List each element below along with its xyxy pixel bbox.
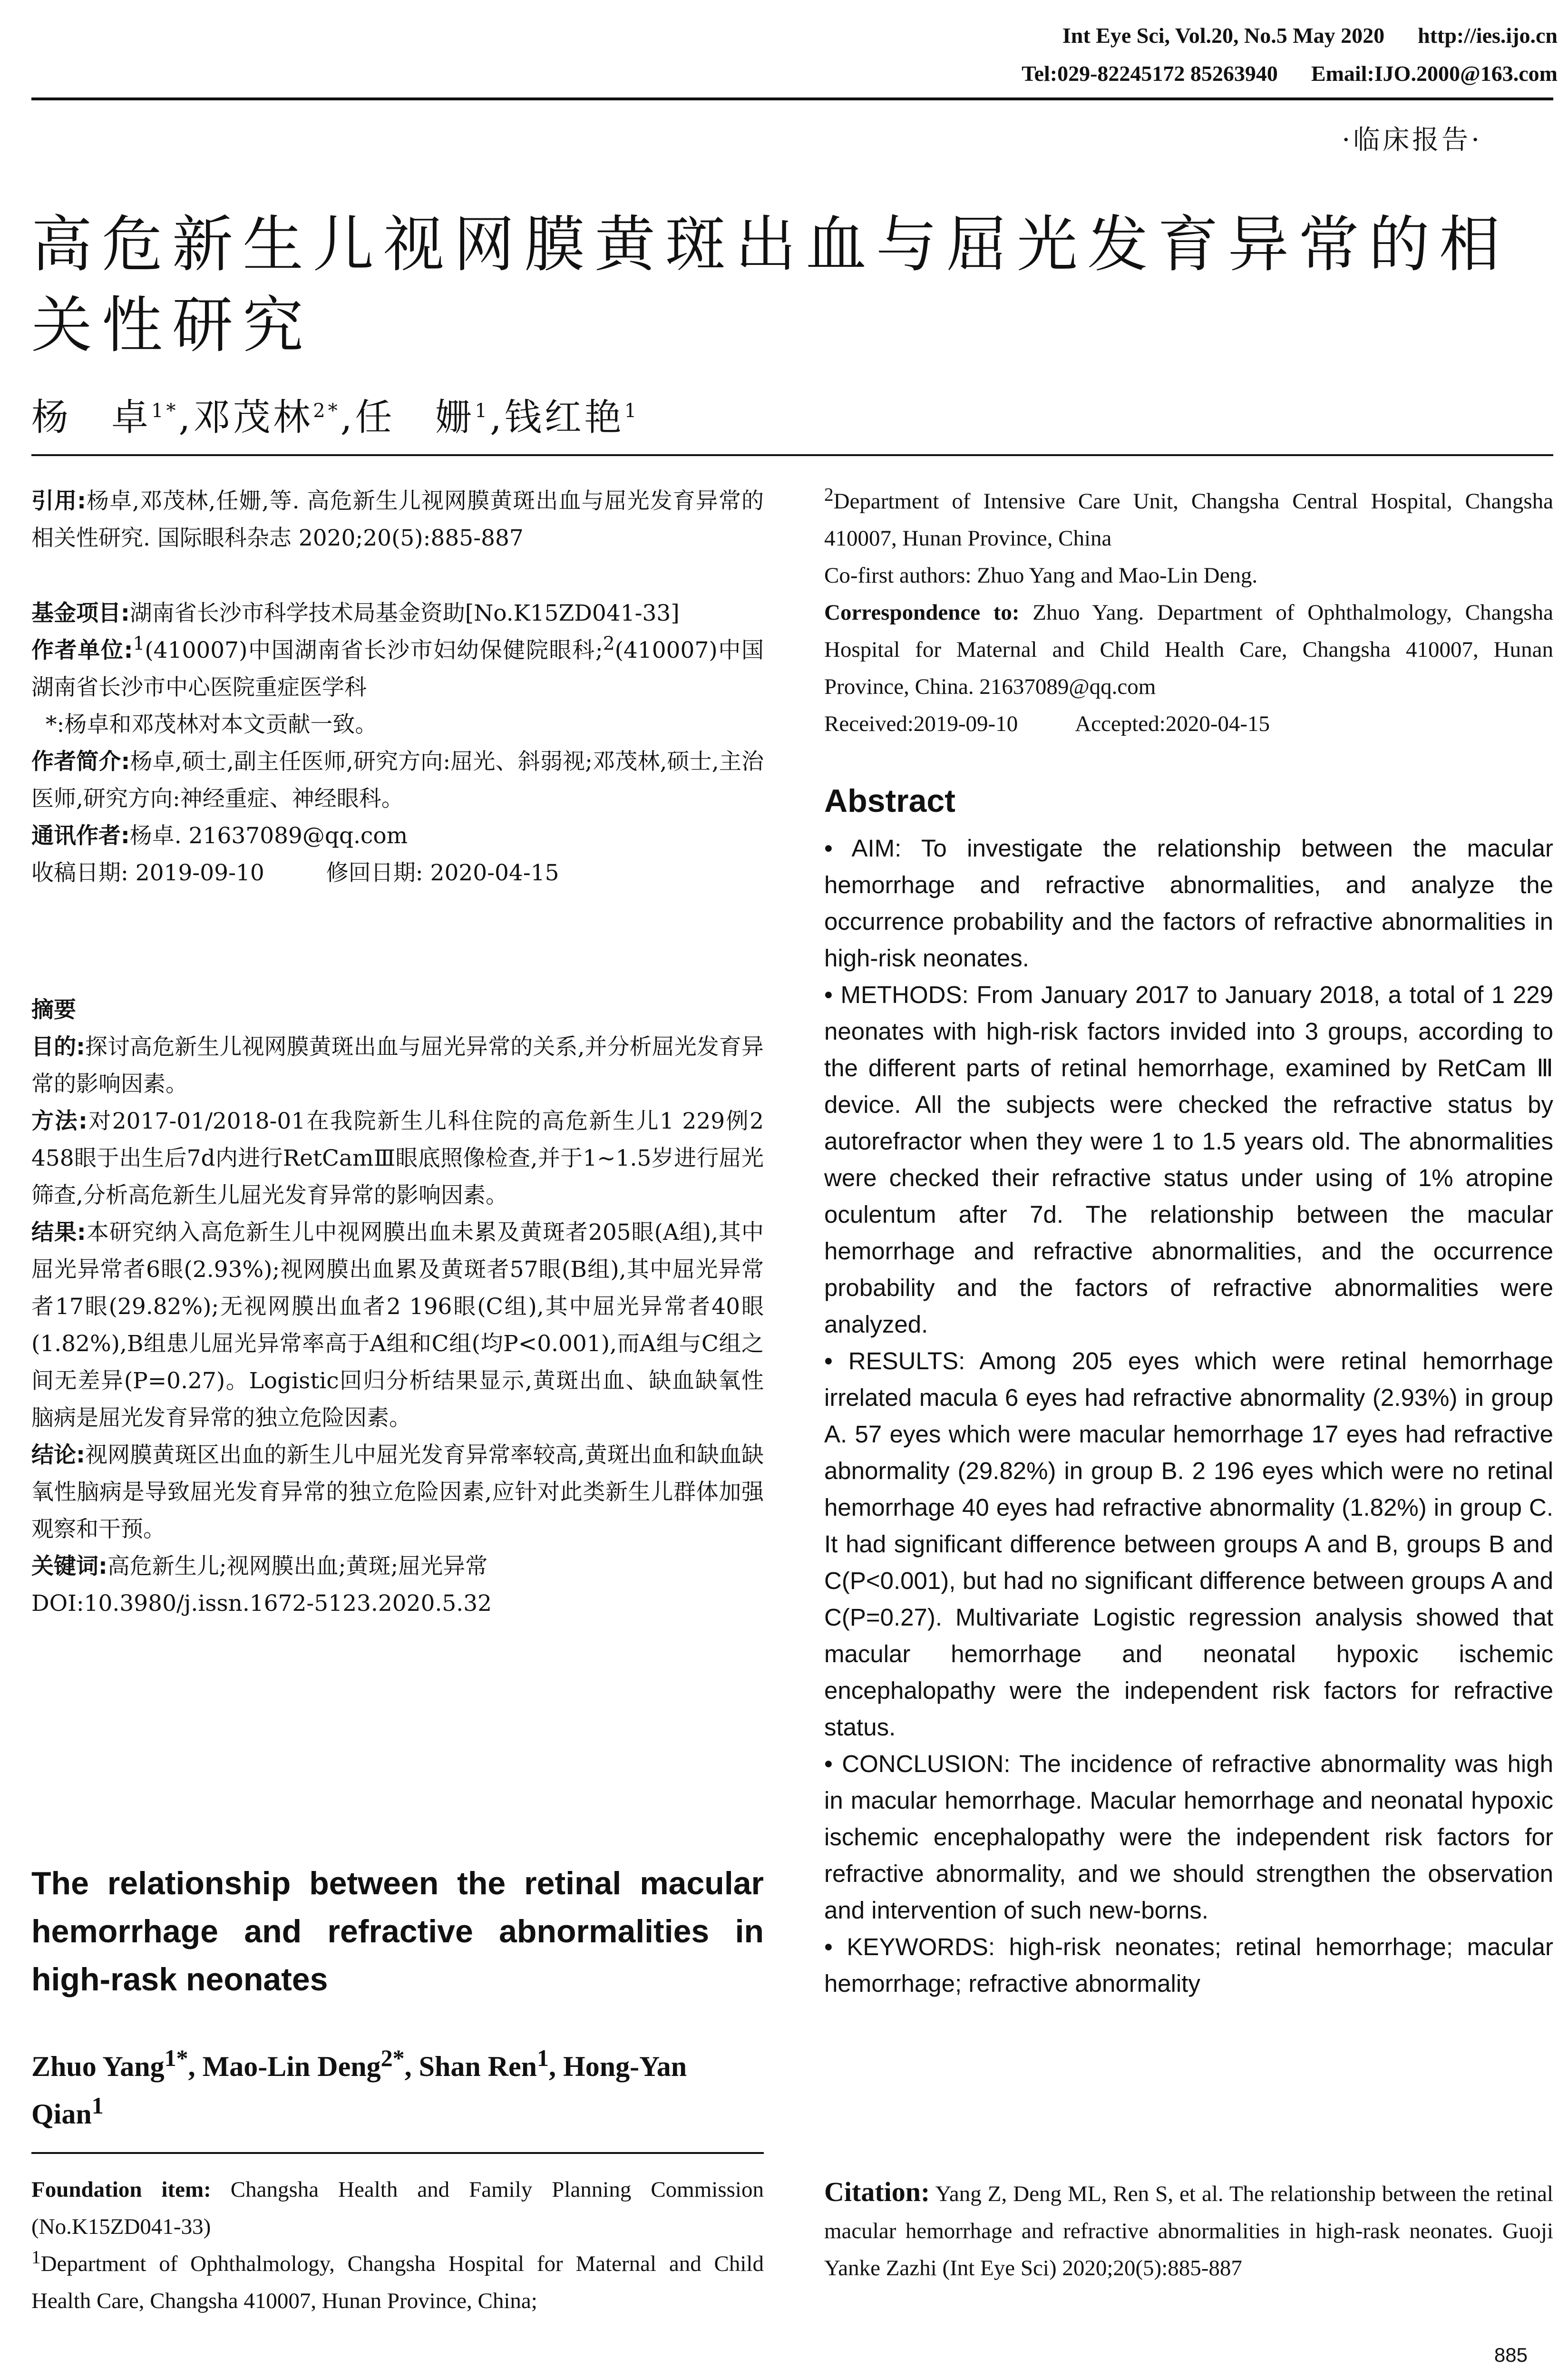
citation-en-label: Citation: — [824, 2176, 930, 2207]
correspondence-text: Zhuo Yang. Department of Ophthalmology, Changsha Hospital for Maternal and Child Health Care, Changsha 410007, Hunan Province, China. 21637089@qq.com — [824, 600, 1553, 699]
cofirst-authors: Co-first authors: Zhuo Yang and Mao-Lin Deng. — [824, 563, 1258, 588]
foundation-en-text: Changsha Health and Family Planning Commission (No.K15ZD041-33) — [31, 2177, 764, 2239]
journal-tel: Tel:029-82245172 85263940 — [1022, 61, 1278, 86]
keywords-cn — [31, 1548, 764, 1585]
aim-cn-text: 探讨高危新生儿视网膜黄斑出血与屈光异常的关系,并分析屈光发育异常的影响因素。 — [31, 1034, 764, 1097]
aim-cn-label: 目的: — [31, 1034, 85, 1060]
dept2-en — [824, 483, 1553, 557]
dates-cn — [31, 855, 764, 892]
aim-en: • AIM: To investigate the relationship between the macular hemorrhage and refractive abnormalities, and analyze the occurrence probability and the factors of refractive abnormalities in high-risk neonates. — [824, 835, 1553, 972]
author-3-affil: 1 — [475, 400, 490, 422]
abstract-en — [824, 830, 1553, 2002]
author-4: ,钱红艳 — [489, 396, 624, 439]
unit-cn — [31, 632, 764, 706]
citation-cn — [31, 483, 764, 557]
correspondence-label: Correspondence to: — [824, 600, 1020, 625]
conclusion-cn-label: 结论: — [31, 1442, 85, 1468]
title-rule — [31, 454, 1553, 456]
header-rule — [31, 97, 1553, 100]
dept1-en — [31, 2245, 764, 2319]
conclusion-cn — [31, 1437, 764, 1548]
footnote-left — [31, 2171, 764, 2319]
unit-note: *:杨卓和邓茂林对本文贡献一致。 — [46, 711, 378, 738]
page-number: 885 — [1494, 2344, 1528, 2366]
received-cn: 收稿日期: 2019-09-10 — [31, 860, 264, 886]
results-cn — [31, 1214, 764, 1437]
author-en-1-affil: 1* — [164, 2045, 188, 2071]
doi[interactable]: DOI:10.3980/j.issn.1672-5123.2020.5.32 — [31, 1590, 492, 1617]
accepted-en: Accepted:2020-04-15 — [1075, 711, 1270, 736]
footnote-rule — [31, 2152, 764, 2154]
results-cn-label: 结果: — [31, 1219, 86, 1246]
dept1-text: Department of Ophthalmology, Changsha Hospital for Maternal and Child Health Care, Changsha 410007, Hunan Province, China; — [31, 2251, 764, 2313]
page-title: 高危新生儿视网膜黄斑出血与屈光发育异常的相关性研究 — [31, 209, 1510, 361]
unit2-sup: 2 — [603, 633, 615, 655]
methods-cn — [31, 1103, 764, 1214]
bio-cn-text: 杨卓,硕士,副主任医师,研究方向:屈光、斜弱视;邓茂林,硕士,主治医师,研究方向:神经重症、神经眼科。 — [31, 749, 764, 812]
author-en-2-affil: 2* — [380, 2045, 405, 2071]
bio-cn — [31, 743, 764, 818]
author-1: 杨 卓 — [31, 396, 152, 439]
author-2: ,邓茂林 — [178, 396, 313, 439]
corr-cn-label: 通讯作者: — [31, 823, 130, 849]
citation-en-text: Yang Z, Deng ML, Ren S, et al. The relationship between the retinal macular hemorrhage and refractive abnormalities in high-rask neonates. Guoji Yanke Zazhi (Int Eye Sci) 2020;20(5):885-887 — [824, 2182, 1553, 2280]
methods-cn-text: 对2017-01/2018-01在我院新生儿科住院的高危新生儿1 229例2 458眼于出生后7d内进行RetCamⅢ眼底照像检查,并于1~1.5岁进行屈光筛查,分析高危新生儿屈光发育异常的影响因素。 — [31, 1108, 764, 1208]
revised-cn: 修回日期: 2020-04-15 — [326, 860, 559, 886]
bio-cn-label: 作者简介: — [31, 749, 130, 775]
keywords-cn-label: 关键词: — [31, 1553, 107, 1579]
corr-cn — [31, 818, 764, 855]
fund-cn-text: 湖南省长沙市科学技术局基金资助[No.K15ZD041-33] — [129, 600, 680, 626]
contact-header — [988, 57, 1558, 90]
section-label: ·临床报告· — [1342, 125, 1482, 156]
citation-cn-text: 杨卓,邓茂林,任姗,等. 高危新生儿视网膜黄斑出血与屈光发育异常的相关性研究. 国际眼科杂志 2020;20(5):885-887 — [31, 488, 764, 551]
journal-url[interactable]: http://ies.ijo.cn — [1418, 23, 1558, 48]
results-en: • RESULTS: Among 205 eyes which were retinal hemorrhage irrelated macula 6 eyes had refractive abnormality (2.93%) in group A. 57 eyes which were macular hemorrhage 17 eyes had refractive abnormality (29.82%) in group B. 2 196 eyes which were no retinal hemorrhage 40 eyes had refractive abnormality (1.82%) in group C. It had significant difference between groups A and B, groups B and C(P<0.001), but had no significant difference between groups A and C(P=0.27). Multivariate Logistic regression analysis showed that macular hemorrhage and neonatal hypoxic ischemic encephalopathy were the independent risk factors for refractive status. — [824, 1347, 1553, 1741]
journal-email[interactable]: Email:IJO.2000@163.com — [1311, 61, 1558, 86]
dept2-text: Department of Intensive Care Unit, Changsha Central Hospital, Changsha 410007, Hunan Province, China — [824, 489, 1553, 551]
dept2-sup: 2 — [824, 484, 834, 505]
journal-header — [1029, 19, 1558, 52]
methods-en: • METHODS: From January 2017 to January 2018, a total of 1 229 neonates with high-risk factors invided into 3 groups, according to the different parts of retinal hemorrhage, examined by RetCam Ⅲ device. All the subjects were checked the refractive status by autorefractor when they were 1 to 1.5 years old. The abnormalities were checked their refractive status under using of 1% atropine oculentum after 7d. The relationship between the macular hemorrhage and refractive abnormalities, and the occurrence probability and the factors of refractive abnormalities were analyzed. — [824, 981, 1553, 1338]
fund-cn — [31, 595, 764, 632]
dates-en — [824, 705, 1553, 742]
author-en-3: , Shan Ren — [404, 2051, 537, 2082]
correspondence-en — [824, 594, 1553, 705]
aim-cn — [31, 1029, 764, 1103]
methods-cn-label: 方法: — [31, 1108, 88, 1134]
right-meta-block — [824, 483, 1553, 742]
unit-cn-label: 作者单位: — [31, 637, 133, 663]
unit1-sup: 1 — [133, 633, 145, 655]
citation-en — [824, 2173, 1553, 2287]
corr-cn-text: 杨卓. 21637089@qq.com — [129, 823, 408, 849]
author-1-affil: 1* — [151, 400, 179, 422]
english-title: The relationship between the retinal macular hemorrhage and refractive abnormalities in high-rask neonates — [31, 1865, 764, 1997]
journal-info: Int Eye Sci, Vol.20, No.5 May 2020 — [1062, 23, 1385, 48]
unit1-text: (410007)中国湖南省长沙市妇幼保健院眼科; — [145, 637, 603, 663]
author-en-3-affil: 1 — [537, 2045, 549, 2071]
foundation-en — [31, 2171, 764, 2245]
keywords-cn-text: 高危新生儿;视网膜出血;黄斑;屈光异常 — [107, 1553, 488, 1579]
abstract-cn-heading: 摘要 — [31, 997, 76, 1023]
dept1-sup: 1 — [31, 2247, 41, 2268]
foundation-en-label: Foundation item: — [31, 2177, 211, 2202]
authors-cn — [31, 388, 639, 441]
citation-cn-label: 引用: — [31, 488, 86, 514]
keywords-en: • KEYWORDS: high-risk neonates; retinal hemorrhage; macular hemorrhage; refractive abnormality — [824, 1933, 1553, 1997]
abstract-en-heading: Abstract — [824, 783, 955, 819]
left-meta-block — [31, 483, 764, 892]
conclusion-en: • CONCLUSION: The incidence of refractive abnormality was high in macular hemorrhage. Macular hemorrhage and neonatal hypoxic ischemic encephalopathy were the independent risk factors for refractive abnormality, and we should strengthen the observation and intervention of such new-borns. — [824, 1750, 1553, 1924]
author-en-4: , Hong-Yan Qian — [31, 2051, 687, 2130]
results-cn-text: 本研究纳入高危新生儿中视网膜出血未累及黄斑者205眼(A组),其中屈光异常者6眼(2.93%);视网膜出血累及黄斑者57眼(B组),其中屈光异常者17眼(29.82%);无视网膜出血者2 196眼(C组),其中屈光异常者40眼(1.82%),B组患儿屈光异常率高于A组和C组(均P<0.001),而A组与C组之间无差异(P=0.27)。Logistic回归分析结果显示,黄斑出血、缺血缺氧性脑病是屈光发育异常的独立危险因素。 — [31, 1219, 764, 1431]
author-en-2: , Mao-Lin Deng — [188, 2051, 381, 2082]
author-en-4-affil: 1 — [91, 2092, 104, 2119]
abstract-cn — [31, 992, 764, 1622]
received-en: Received:2019-09-10 — [824, 711, 1018, 736]
unit2-text: (410007)中国湖南省长沙市中心医院重症医学科 — [31, 637, 764, 701]
author-2-affil: 2* — [313, 400, 341, 422]
conclusion-cn-text: 视网膜黄斑区出血的新生儿中屈光发育异常率较高,黄斑出血和缺血缺氧性脑病是导致屈光发育异常的独立危险因素,应针对此类新生儿群体加强观察和干预。 — [31, 1442, 764, 1542]
fund-cn-label: 基金项目: — [31, 600, 130, 626]
author-en-1: Zhuo Yang — [31, 2051, 165, 2082]
authors-en — [31, 2043, 764, 2138]
author-4-affil: 1 — [624, 400, 640, 422]
author-3: ,任 姗 — [340, 396, 475, 439]
